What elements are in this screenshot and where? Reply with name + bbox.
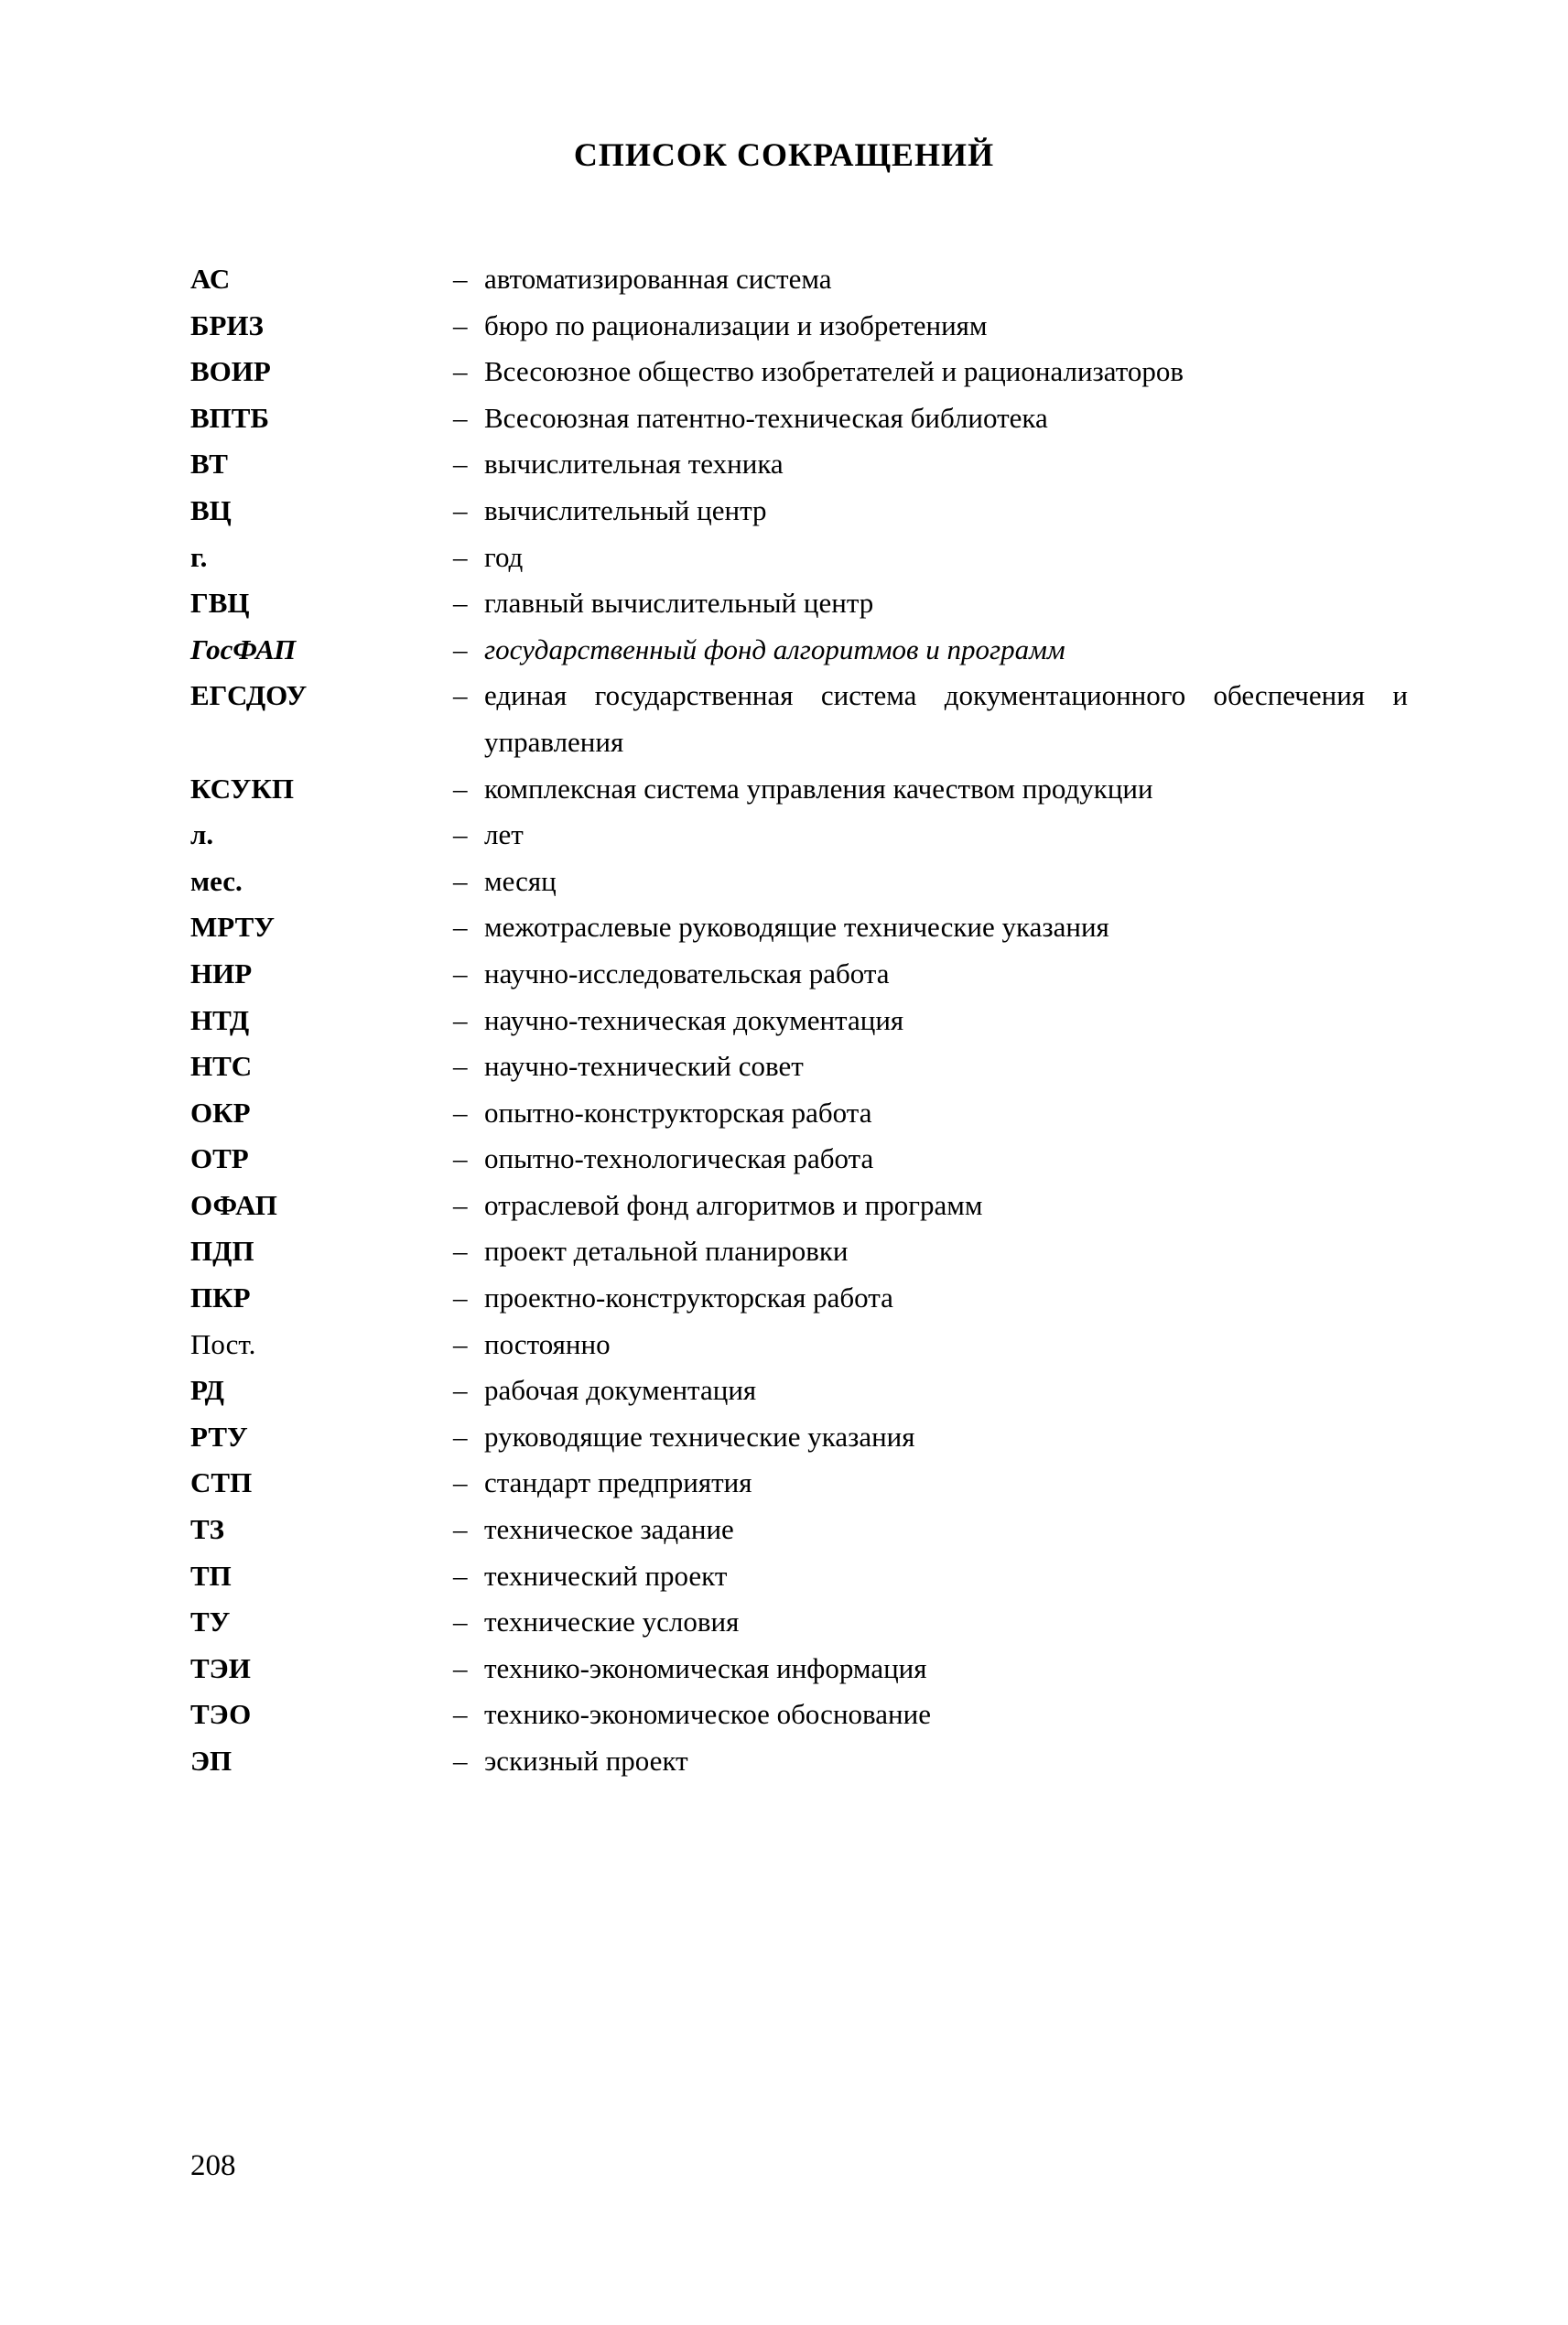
abbreviation-row	[190, 441, 1408, 488]
dash: –	[453, 1003, 468, 1036]
dash: –	[453, 1651, 468, 1684]
dash: –	[453, 679, 468, 712]
abbreviation-row	[190, 904, 1408, 951]
abbreviation-term: ТЭИ	[190, 1651, 251, 1684]
abbreviation-definition: вычислительная техника	[484, 448, 784, 481]
abbreviation-term: Пост.	[190, 1327, 256, 1360]
abbreviation-term: ТЭО	[190, 1698, 252, 1731]
abbreviation-definition: Всесоюзное общество изобретателей и рационализаторов	[484, 355, 1184, 388]
abbreviation-row	[190, 1692, 1408, 1738]
abbreviation-row	[190, 1228, 1408, 1275]
abbreviation-definition: технический проект	[484, 1559, 728, 1592]
abbreviation-term: БРИЗ	[190, 308, 264, 341]
abbreviation-term: ОТР	[190, 1142, 249, 1175]
abbreviation-definition: техническое задание	[484, 1513, 734, 1546]
abbreviation-term: АС	[190, 263, 231, 295]
dash: –	[453, 1050, 468, 1083]
abbreviation-row	[190, 766, 1408, 813]
abbreviation-row	[190, 1183, 1408, 1229]
dash: –	[453, 772, 468, 805]
abbreviation-definition: межотраслевые руководящие технические указания	[484, 911, 1109, 944]
dash: –	[453, 1096, 468, 1129]
abbreviation-term: КСУКП	[190, 772, 295, 805]
abbreviation-term: РТУ	[190, 1420, 248, 1453]
abbreviation-term: ПКР	[190, 1281, 251, 1314]
abbreviation-definition: опытно-технологическая работа	[484, 1142, 874, 1175]
abbreviation-row	[190, 673, 1408, 765]
abbreviation-definition: лет	[484, 818, 524, 851]
abbreviation-row	[190, 1738, 1408, 1785]
abbreviation-row	[190, 535, 1408, 581]
abbreviation-term: мес.	[190, 864, 243, 897]
abbreviation-row	[190, 488, 1408, 535]
dash: –	[453, 1745, 468, 1777]
dash: –	[453, 1466, 468, 1499]
abbreviation-term: л.	[190, 818, 214, 851]
abbreviation-row	[190, 1275, 1408, 1322]
abbreviation-row	[190, 256, 1408, 303]
abbreviation-row	[190, 1646, 1408, 1692]
abbreviation-row	[190, 1090, 1408, 1137]
abbreviation-row	[190, 1460, 1408, 1507]
abbreviation-definition: проектно-конструкторская работа	[484, 1281, 893, 1314]
dash: –	[453, 1374, 468, 1407]
abbreviation-row	[190, 1507, 1408, 1553]
abbreviation-row	[190, 349, 1408, 395]
abbreviation-definition: опытно-конструкторская работа	[484, 1096, 872, 1129]
dash: –	[453, 911, 468, 944]
abbreviation-definition: бюро по рационализации и изобретениям	[484, 308, 988, 341]
abbreviation-term: НТД	[190, 1003, 250, 1036]
abbreviation-term: СТП	[190, 1466, 253, 1499]
abbreviation-definition: комплексная система управления качеством продукции	[484, 772, 1153, 805]
abbreviation-term: НИР	[190, 957, 253, 989]
abbreviation-definition: единая государственная система документационного обеспечения и управления	[484, 679, 1408, 758]
abbreviation-term: ВТ	[190, 448, 228, 481]
dash: –	[453, 448, 468, 481]
abbreviation-term: ОФАП	[190, 1188, 277, 1221]
abbreviation-definition: научно-технический совет	[484, 1050, 804, 1083]
abbreviation-row	[190, 1368, 1408, 1414]
abbreviation-row	[190, 998, 1408, 1044]
dash: –	[453, 1513, 468, 1546]
dash: –	[453, 308, 468, 341]
dash: –	[453, 1698, 468, 1731]
abbreviation-definition: отраслевой фонд алгоритмов и программ	[484, 1188, 983, 1221]
abbreviation-term: РД	[190, 1374, 224, 1407]
abbreviation-term: МРТУ	[190, 911, 276, 944]
abbreviation-row	[190, 951, 1408, 998]
abbreviation-definition: главный вычислительный центр	[484, 587, 874, 620]
abbreviation-definition: руководящие технические указания	[484, 1420, 915, 1453]
page-title: СПИСОК СОКРАЩЕНИЙ	[573, 136, 995, 173]
dash: –	[453, 263, 468, 295]
abbreviation-term: ВОИР	[190, 355, 271, 388]
abbreviation-row	[190, 395, 1408, 442]
abbreviation-definition: эскизный проект	[484, 1745, 688, 1777]
abbreviation-list	[190, 256, 1408, 1785]
abbreviation-term: ВЦ	[190, 493, 232, 526]
abbreviation-term: ГосФАП	[190, 633, 297, 665]
dash: –	[453, 1327, 468, 1360]
abbreviation-definition: стандарт предприятия	[484, 1466, 752, 1499]
abbreviation-definition: автоматизированная система	[484, 263, 832, 295]
dash: –	[453, 401, 468, 434]
dash: –	[453, 957, 468, 989]
abbreviation-definition: государственный фонд алгоритмов и программ	[484, 633, 1065, 665]
abbreviation-definition: год	[484, 540, 524, 573]
dash: –	[453, 355, 468, 388]
abbreviation-term: ЭП	[190, 1745, 232, 1777]
abbreviation-definition: научно-техническая документация	[484, 1003, 904, 1036]
abbreviation-row	[190, 1553, 1408, 1600]
dash: –	[453, 864, 468, 897]
abbreviation-term: ТП	[190, 1559, 232, 1592]
abbreviation-term: ЕГСДОУ	[190, 679, 308, 712]
abbreviation-definition: вычислительный центр	[484, 493, 767, 526]
abbreviation-row	[190, 627, 1408, 674]
page-number: 208	[190, 2149, 236, 2182]
dash: –	[453, 818, 468, 851]
dash: –	[453, 1281, 468, 1314]
abbreviation-row	[190, 1136, 1408, 1183]
abbreviation-term: г.	[190, 540, 208, 573]
abbreviation-term: НТС	[190, 1050, 253, 1083]
abbreviation-definition: месяц	[484, 864, 557, 897]
dash: –	[453, 1188, 468, 1221]
abbreviation-definition: Всесоюзная патентно-техническая библиотека	[484, 401, 1048, 434]
dash: –	[453, 493, 468, 526]
dash: –	[453, 1142, 468, 1175]
abbreviation-term: ПДП	[190, 1235, 254, 1268]
abbreviation-row	[190, 580, 1408, 627]
abbreviation-term: ВПТБ	[190, 401, 269, 434]
dash: –	[453, 540, 468, 573]
dash: –	[453, 1420, 468, 1453]
abbreviation-term: ГВЦ	[190, 587, 250, 620]
abbreviation-definition: научно-исследовательская работа	[484, 957, 890, 989]
abbreviation-row	[190, 303, 1408, 350]
dash: –	[453, 633, 468, 665]
abbreviation-definition: постоянно	[484, 1327, 611, 1360]
abbreviation-definition: технико-экономическая информация	[484, 1651, 927, 1684]
abbreviation-row	[190, 1414, 1408, 1461]
abbreviation-row	[190, 1322, 1408, 1368]
abbreviation-row	[190, 1599, 1408, 1646]
abbreviation-definition: рабочая документация	[484, 1374, 757, 1407]
abbreviation-definition: технические условия	[484, 1606, 740, 1638]
abbreviation-definition: технико-экономическое обоснование	[484, 1698, 931, 1731]
abbreviation-definition: проект детальной планировки	[484, 1235, 849, 1268]
abbreviation-term: ОКР	[190, 1096, 251, 1129]
dash: –	[453, 587, 468, 620]
abbreviation-term: ТУ	[190, 1606, 231, 1638]
abbreviation-term: ТЗ	[190, 1513, 225, 1546]
dash: –	[453, 1559, 468, 1592]
abbreviation-row	[190, 812, 1408, 859]
dash: –	[453, 1606, 468, 1638]
abbreviation-row	[190, 859, 1408, 905]
dash: –	[453, 1235, 468, 1268]
abbreviation-row	[190, 1044, 1408, 1090]
